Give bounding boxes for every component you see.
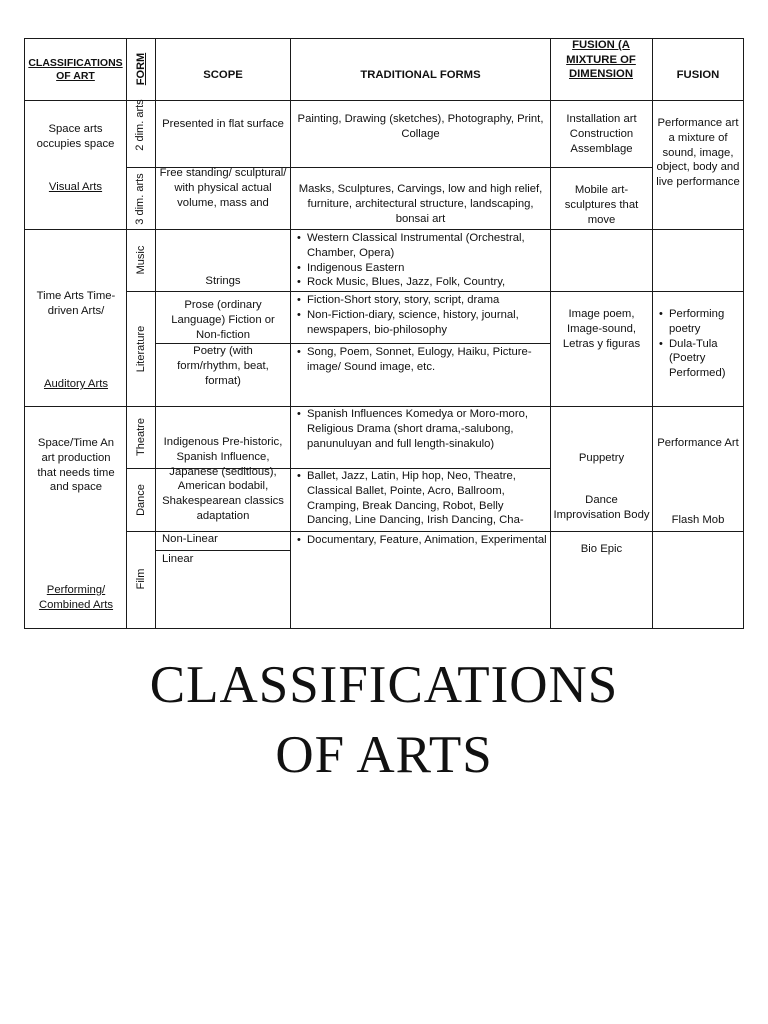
scope-theatre: Indigenous Pre-historic, Spanish Influence, Japanese (seditious), American bodabil, Shakespearean classics adaptation [162, 436, 284, 522]
form-dance: Dance [135, 484, 147, 516]
list-item: • Rock Music, Blues, Jazz, Folk, Country, [296, 275, 548, 289]
form-music: Music [135, 245, 147, 275]
scope-nonlinear: Non-Linear [162, 533, 218, 545]
traditional-music [296, 231, 548, 289]
caption-line-2: OF ARTS [275, 726, 493, 784]
time-arts-desc: Time Arts Time-driven Arts/ [36, 290, 116, 317]
fusion-performance-art: Performance art a mixture of sound, image, object, body and live performance [656, 117, 740, 189]
traditional-2dim: Painting, Drawing (sketches), Photography, Print, Collage [297, 113, 544, 140]
fusion-poetry-note: (Poetry Performed) [669, 352, 726, 380]
form-film: Film [135, 568, 147, 590]
traditional-prose [296, 293, 548, 337]
traditional-poetry [296, 345, 548, 375]
fusion-mix-theatre: Puppetry [578, 452, 625, 464]
list-item: • Fiction-Short story, story, script, drama [296, 293, 548, 308]
list-item: • Ballet, Jazz, Latin, Hip hop, Neo, Theatre, Classical Ballet, Pointe, Acro, Ballroom, Cramping, Break Dancing, Robot, Belly Dancing, Line Dancing, Irish Dancing, Cha- [296, 469, 548, 528]
list-item: • Documentary, Feature, Animation, Experimental [296, 533, 548, 548]
fusion-mix-dance: Dance Improvisation Body [553, 494, 650, 521]
traditional-theatre [296, 407, 548, 467]
list-item: • Spanish Influences Komedya or Moro-moro, Religious Drama (short drama,-salubong, panunuluyan and full length-sinakulo) [296, 407, 548, 451]
traditional-3dim: Masks, Sculptures, Carvings, low and high relief, furniture, architectural structure, landscaping, bonsai art [298, 183, 543, 225]
form-2dim: 2 dim. arts [134, 99, 146, 151]
performing-arts-label: Performing/ Combined Arts [38, 584, 114, 611]
list-item: • Dula-Tula [658, 337, 742, 352]
fusion-literature [658, 307, 742, 381]
fusion-mix-film: Bio Epic [580, 543, 623, 555]
scope-prose: Prose (ordinary Language) Fiction or Non-fiction [171, 299, 275, 341]
form-theatre: Theatre [135, 418, 147, 456]
fusion-mix-3dim: Mobile art-sculptures that move [564, 184, 639, 226]
header-scope: SCOPE [203, 69, 243, 81]
header-fusion: FUSION [676, 69, 720, 81]
scope-flat-surface: Presented in flat surface [162, 118, 284, 130]
fusion-mix-literature: Image poem, Image-sound, Letras y figuras [562, 308, 641, 350]
scope-linear: Linear [162, 553, 194, 565]
space-arts-desc: Space arts occupies space [36, 123, 115, 150]
header-fusion-mixture: FUSION (A MIXTURE OF DIMENSION [566, 39, 636, 80]
fusion-dance: Flash Mob [671, 514, 725, 526]
list-item: • Song, Poem, Sonnet, Eulogy, Haiku, Picture-image/ Sound image, etc. [296, 345, 548, 375]
list-item: • Western Classical Instrumental (Orchestral, Chamber, Opera) [296, 231, 548, 261]
visual-arts-label: Visual Arts [48, 181, 103, 193]
list-item: • Indigenous Eastern [296, 261, 548, 276]
header-traditional-forms: TRADITIONAL FORMS [360, 69, 481, 81]
caption-line-1: CLASSIFICATIONS [149, 656, 619, 714]
form-3dim: 3 dim. arts [134, 173, 146, 225]
list-item: • Non-Fiction-diary, science, history, journal, newspapers, bio-philosophy [296, 308, 548, 338]
scope-poetry: Poetry (with form/rhythm, beat, format) [177, 345, 269, 387]
scope-strings: Strings [205, 275, 241, 287]
performing-arts-desc: Space/Time An art production that needs time and space [37, 437, 115, 494]
fusion-mix-2dim: Installation art Construction Assemblage [566, 113, 637, 155]
list-item: • Performing poetry [658, 307, 742, 337]
scope-free-standing: Free standing/ sculptural/ with physical actual volume, mass and [159, 167, 287, 209]
header-classifications: CLASSIFICATIONS OF ART [28, 57, 123, 82]
traditional-film [296, 533, 548, 548]
header-form: FORM [135, 52, 147, 86]
fusion-theatre: Performance Art [657, 437, 739, 449]
traditional-dance [296, 469, 548, 530]
auditory-arts-label: Auditory Arts [43, 378, 109, 390]
form-literature: Literature [135, 325, 147, 373]
